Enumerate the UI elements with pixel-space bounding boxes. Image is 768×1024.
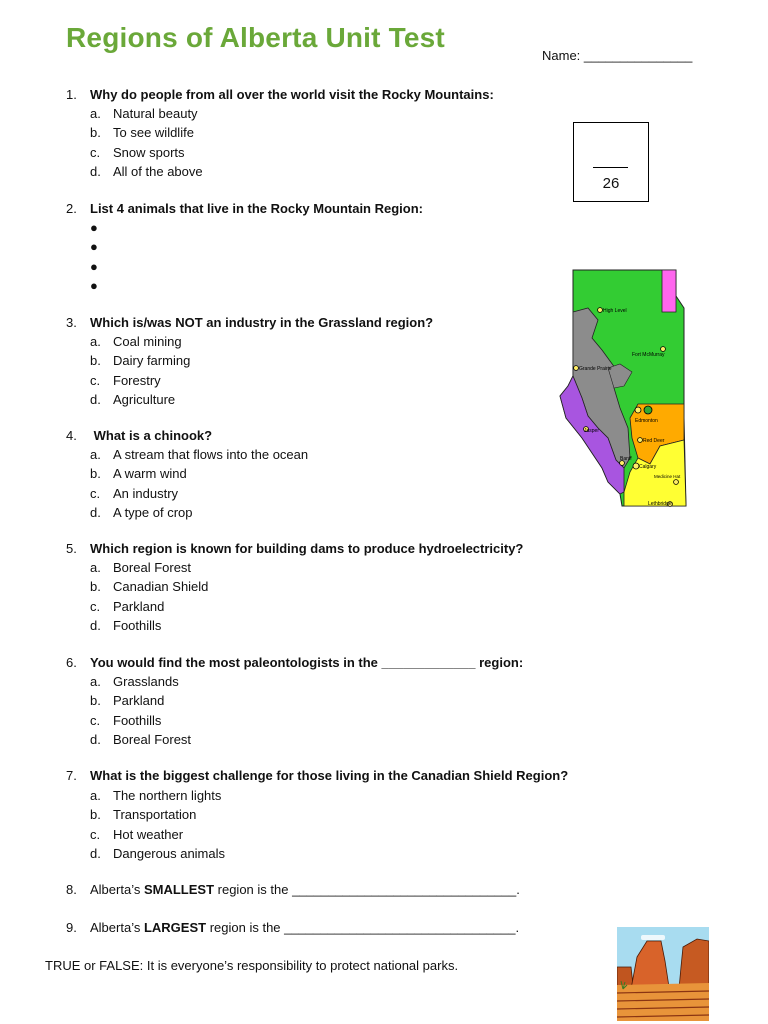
butte-right — [679, 939, 709, 989]
option: b. Transportation — [90, 807, 197, 823]
score-total: 26 — [602, 175, 620, 192]
option: a. Coal mining — [90, 334, 182, 349]
option: d. All of the above — [90, 163, 203, 179]
question-text: Which region is known for building dams to produce hydroelectricity? — [90, 541, 524, 556]
option: b. A warm wind — [90, 466, 187, 482]
question-number: 8. — [66, 882, 77, 897]
option: c. Parkland — [90, 598, 165, 614]
question-6-options — [90, 672, 191, 749]
option: d. A type of crop — [90, 504, 193, 520]
city-marker — [638, 438, 643, 443]
question-5-options — [90, 558, 208, 635]
option: b. Parkland — [90, 693, 165, 709]
question-keyword: LARGEST — [143, 920, 207, 935]
answer-bullets — [90, 218, 98, 295]
option: d. Foothills — [90, 617, 162, 633]
city-label: Edmonton — [635, 418, 658, 424]
question-number: 2. — [66, 201, 77, 216]
city-label: Red Deer — [643, 438, 665, 444]
question-number: 1. — [66, 87, 77, 102]
question-number: 4. — [66, 428, 77, 443]
option: d. Dangerous animals — [90, 845, 226, 861]
question-text-post: region is the ________________________________. — [206, 920, 520, 935]
city-label: Grande Prairie — [579, 366, 612, 372]
butte-left — [617, 967, 633, 987]
option: c. Foothills — [90, 712, 162, 728]
question-1-options — [90, 104, 203, 181]
page-title: Regions of Alberta Unit Test — [66, 22, 445, 53]
name-field-label: Name: _______________ — [542, 48, 693, 63]
question-3-options — [90, 332, 190, 409]
city-label: High Level — [603, 308, 627, 314]
city-label: Lethbridge — [648, 501, 672, 507]
option: d. Boreal Forest — [90, 731, 192, 747]
question-2 — [66, 201, 423, 216]
question-number: 6. — [66, 655, 77, 670]
score-blank-line — [593, 167, 628, 168]
option: c. Forestry — [90, 372, 161, 388]
question-text: List 4 animals that live in the Rocky Mountain Region: — [90, 201, 423, 216]
city-label: Jasper — [584, 428, 600, 434]
question-7-options — [90, 786, 225, 863]
option: b. To see wildlife — [90, 125, 194, 141]
city-marker — [674, 480, 679, 485]
cloud — [641, 935, 665, 940]
option: a. A stream that flows into the ocean — [90, 447, 309, 462]
option: c. An industry — [90, 485, 179, 501]
city-marker — [635, 407, 641, 413]
option: d. Agriculture — [90, 391, 176, 407]
question-text-pre: Alberta’s — [90, 882, 144, 897]
true-false-statement: TRUE or FALSE: It is everyone’s responsibility to protect national parks. — [45, 958, 459, 973]
bullet: ● — [90, 239, 98, 255]
city-marker — [598, 308, 603, 313]
city-marker — [661, 347, 666, 352]
region-canadian-shield — [662, 270, 676, 312]
question-3 — [66, 315, 433, 330]
question-8 — [66, 882, 520, 897]
bullet: ● — [90, 258, 98, 274]
option: c. Hot weather — [90, 826, 184, 842]
question-6 — [66, 655, 523, 670]
option: c. Snow sports — [90, 144, 185, 160]
question-text: Which is/was NOT an industry in the Grassland region? — [90, 315, 434, 330]
question-text: What is the biggest challenge for those living in the Canadian Shield Region? — [90, 768, 569, 783]
question-text: What is a chinook? — [90, 428, 213, 443]
question-keyword: SMALLEST — [143, 882, 215, 897]
option: a. Natural beauty — [90, 106, 198, 121]
question-text: You would find the most paleontologists in the _____________ region: — [90, 655, 524, 670]
question-number: 3. — [66, 315, 77, 330]
city-label: Medicine Hat — [654, 474, 681, 479]
question-text-pre: Alberta’s — [90, 920, 144, 935]
question-4-options — [90, 445, 308, 522]
question-text: Why do people from all over the world visit the Rocky Mountains: — [90, 87, 494, 102]
bullet: ● — [90, 220, 98, 235]
question-number: 7. — [66, 768, 77, 783]
question-number: 9. — [66, 920, 77, 935]
canyon-illustration — [617, 927, 709, 1021]
question-text-post: region is the _______________________________. — [214, 882, 520, 897]
question-9 — [66, 920, 519, 935]
option: a. Grasslands — [90, 674, 179, 689]
option: b. Canadian Shield — [90, 579, 209, 595]
city-marker — [644, 406, 652, 414]
alberta-regions-map — [558, 268, 690, 508]
city-label: Calgary — [639, 464, 657, 470]
city-label: Fort McMurray — [632, 352, 665, 358]
city-marker — [574, 366, 579, 371]
question-7 — [66, 768, 568, 783]
option: a. The northern lights — [90, 788, 222, 803]
city-label: Banff — [620, 456, 632, 462]
question-4 — [66, 428, 212, 443]
question-number: 5. — [66, 541, 77, 556]
question-5 — [66, 541, 523, 556]
option: b. Dairy farming — [90, 353, 191, 369]
option: a. Boreal Forest — [90, 560, 192, 575]
bullet: ● — [90, 277, 98, 293]
question-1 — [66, 87, 494, 102]
score-box — [573, 122, 649, 202]
